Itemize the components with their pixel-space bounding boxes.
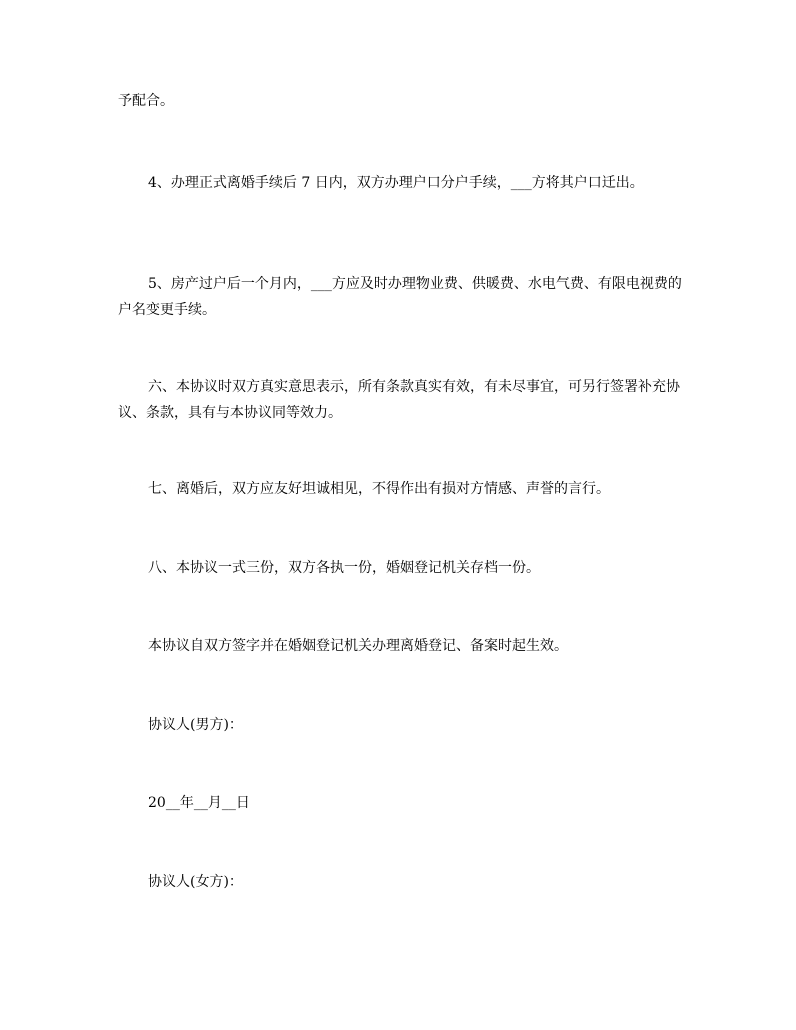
signatory-female: 协议人(女方)： [148, 874, 243, 890]
paragraph-clause-7: 七、离婚后，双方应友好坦诚相见，不得作出有损对方情感、声誉的言行。 [148, 481, 610, 497]
paragraph-effective: 本协议自双方签字并在婚姻登记机关办理离婚登记、备案时起生效。 [148, 638, 568, 654]
paragraph-continuation: 予配合。 [118, 93, 174, 109]
paragraph-clause-6: 六、本协议时双方真实意思表示，所有条款真实有效，有未尽事宜，可另行签署补充协议、条款，具有与本协议同等效力。 [118, 379, 680, 421]
signature-date: 20__年__月__日 [148, 795, 250, 811]
paragraph-clause-4: 4、办理正式离婚手续后 7 日内，双方办理户口分户手续，___方将其户口迁出。 [148, 175, 644, 191]
paragraph-clause-5: 5、房产过户后一个月内，___方应及时办理物业费、供暖费、水电气费、有限电视费的户名变更手续。 [118, 276, 682, 318]
signatory-male: 协议人(男方)： [148, 717, 243, 733]
paragraph-clause-8: 八、本协议一式三份，双方各执一份，婚姻登记机关存档一份。 [148, 560, 540, 576]
